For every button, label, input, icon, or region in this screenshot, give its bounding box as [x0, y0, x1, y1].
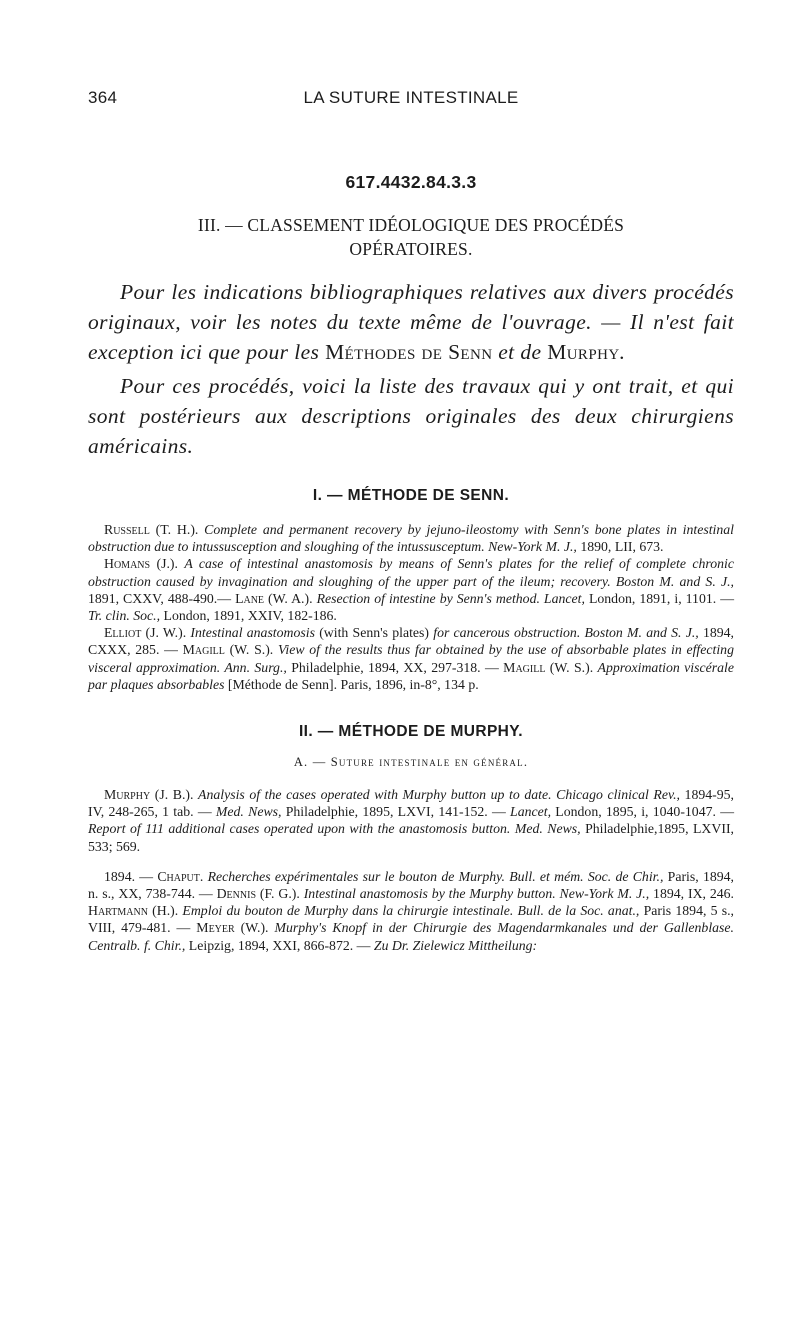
intro-text: Pour les indications bibliographiques relatives aux divers procédés originaux, voir les notes du texte même de l'ouvrage. — Il n'est fait exception ici que pour les: [88, 280, 734, 364]
murphy-name: Murphy: [547, 340, 620, 364]
publication-info: 1894, IX, 246.: [649, 886, 734, 902]
author: Dennis: [216, 886, 257, 902]
author-initials: (W. S.).: [224, 642, 278, 658]
publication-info: Leipzig, 1894, XXI, 866-872. —: [185, 937, 374, 953]
author-initials: (J.).: [150, 556, 185, 572]
work-title: Resection of intestine by Senn's method. Lancet,: [316, 590, 585, 606]
murphy-bibliography: [88, 786, 734, 954]
page-number: 364: [88, 88, 118, 107]
note: (with Senn's plates): [314, 625, 434, 641]
bib-entry-homans: [88, 555, 734, 624]
author: Magill: [182, 642, 225, 658]
year-lead: 1894. —: [104, 868, 158, 884]
section-title: [88, 213, 734, 261]
author-initials: (W. S.).: [545, 659, 598, 675]
author: Lane: [235, 590, 265, 606]
work-title: Intestinal anastomosis by the Murphy button. New-York M. J.,: [303, 886, 650, 902]
intro-paragraph-2: Pour ces procédés, voici la liste des travaux qui y ont trait, et qui sont postérieurs aux descriptions originales des deux chirurgiens américains.: [88, 374, 734, 458]
work-title: Murphy's Knopf in der Chirurgie des Magendarmkanales und der Gallenblase. Centralb. f. Chir.,: [88, 920, 735, 953]
author-initials: (J. B.).: [150, 787, 199, 803]
work-title: A case of intestinal anastomosis by means of Senn's plates for the relief of complete chronic obstruction caused by invagination and sloughing of the upper part of the ileum; recovery. Boston M. and S. J.,: [88, 556, 734, 589]
work-title: Zu Dr. Zielewicz Mittheilung:: [373, 937, 538, 953]
book-page: [88, 88, 734, 954]
author: Meyer: [196, 920, 235, 936]
work-title: Recherches expérimentales sur le bouton de Murphy. Bull. et mém. Soc. de Chir.,: [207, 868, 664, 884]
publication-info: 1894-95, IV, 248-265, 1 tab. —: [88, 787, 734, 820]
work-title: Analysis of the cases operated with Murphy button up to date. Chicago clinical Rev.,: [198, 787, 680, 803]
publication-info: 1890, LII, 673.: [576, 539, 664, 555]
classification-number: 617.4432.84.3.3: [345, 172, 477, 192]
author-initials: (H.).: [147, 903, 183, 919]
author-initials: (J. W.).: [141, 625, 191, 641]
section-title-line-1: III. — CLASSEMENT IDÉOLOGIQUE DES PROCÉDÉS: [197, 215, 625, 235]
bib-entry-murphy: [88, 786, 734, 855]
publication-info: London, 1891, i, 1101. —: [584, 590, 734, 606]
author: Hartmann: [88, 903, 148, 919]
author-initials: (F. G.).: [256, 886, 304, 902]
author: Chaput: [157, 868, 200, 884]
author: Murphy: [104, 787, 151, 803]
intro-paragraph-1: [88, 277, 734, 367]
work-title: Complete and permanent recovery by jejuno-ileostomy with Senn's bone plates in intestinal obstruction due to intussusception and sloughing of the intussusceptum. New-York M. J.,: [88, 522, 734, 555]
author: Russell: [104, 522, 150, 537]
work-title: Tr. clin. Soc.,: [88, 608, 161, 624]
publication-info: Philadelphie,1895, LXVII, 533; 569.: [88, 821, 734, 854]
author-initials: (W.).: [234, 920, 275, 936]
running-header: [88, 88, 734, 112]
bib-entry-elliot: [88, 624, 734, 693]
intro-et-de: et de: [492, 340, 548, 364]
work-title: Report of 111 additional cases operated upon with the anastomosis button. Med. News,: [88, 821, 581, 837]
senn-bibliography: [88, 521, 734, 693]
work-title: Intestinal anastomosis: [190, 625, 315, 641]
work-title: Lancet,: [510, 804, 552, 820]
author: Homans: [104, 556, 151, 572]
running-title: LA SUTURE INTESTINALE: [303, 88, 519, 107]
bib-entry-russell: [88, 521, 734, 555]
murphy-method-heading: II. — MÉTHODE DE MURPHY.: [298, 723, 524, 741]
author-initials: (T. H.).: [149, 522, 205, 537]
publication-info: London, 1895, i, 1040-1047. —: [551, 804, 734, 820]
work-title: Approximation viscérale par plaques absorbables: [88, 659, 734, 692]
work-title: View of the results thus far obtained by the use of absorbable plates in effecting visceral approximation. Ann. Surg.,: [88, 642, 734, 675]
author-initials: (W. A.).: [264, 590, 317, 606]
section-title-line-2: OPÉRATOIRES.: [349, 239, 473, 259]
work-title: Med. News,: [215, 804, 282, 820]
murphy-subheading: A. — Suture intestinale en général.: [293, 755, 529, 770]
work-title: for cancerous obstruction. Boston M. and S. J.,: [433, 625, 699, 641]
publication-info: 1894, CXXX, 285. —: [88, 625, 735, 658]
publication-info: Paris, 1894, n. s., XX, 738-744. —: [88, 868, 734, 902]
publication-info: Philadelphie, 1894, XX, 297-318. —: [286, 659, 504, 675]
senn-method-heading: I. — MÉTHODE DE SENN.: [312, 487, 510, 504]
work-title: Emploi du bouton de Murphy dans la chirurgie intestinale. Bull. de la Soc. anat.,: [182, 903, 640, 919]
publication-info: [Méthode de Senn]. Paris, 1896, in-8°, 134 p.: [224, 676, 479, 692]
separator: .: [199, 868, 208, 884]
publication-info: Philadelphie, 1895, LXVI, 141-152. —: [281, 804, 511, 820]
intro-end: .: [619, 340, 626, 364]
publication-info: London, 1891, XXIV, 182-186.: [160, 608, 337, 624]
methodes-de-senn: Méthodes de Senn: [325, 340, 493, 364]
author: Magill: [503, 659, 546, 675]
publication-info: Paris 1894, 5 s., VIII, 479-481. —: [88, 903, 734, 936]
author: Elliot: [104, 625, 142, 641]
publication-info: 1891, CXXV, 488-490.—: [88, 590, 236, 606]
bib-entry-1894: [88, 868, 734, 954]
